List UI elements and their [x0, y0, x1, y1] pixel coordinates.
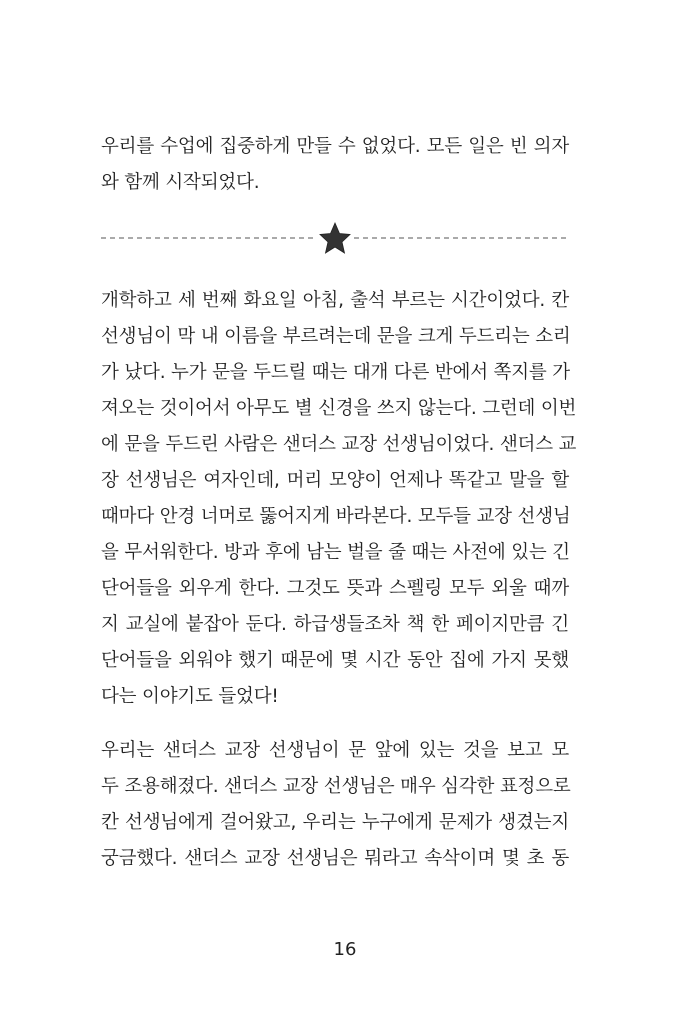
text-line: 다는 이야기도 들었다! — [101, 686, 279, 707]
text-line: 져오는 것이어서 아무도 별 신경을 쓰지 않는다. 그런데 이번 — [101, 398, 577, 419]
text-line: 궁금했다. 샌더스 교장 선생님은 뭐라고 속삭이며 몇 초 동 — [101, 848, 569, 869]
text-line: 단어들을 외우게 한다. 그것도 뜻과 스펠링 모두 외울 때까 — [101, 578, 569, 599]
text-line: 가 났다. 누가 문을 두드릴 때는 대개 다른 반에서 쪽지를 가 — [101, 362, 570, 383]
text-line: 우리를 수업에 집중하게 만들 수 없었다. 모든 일은 빈 의자 — [101, 136, 569, 157]
text-line: 단어들을 외워야 했기 때문에 몇 시간 동안 집에 가지 못했 — [101, 650, 569, 671]
text-line: 두 조용해졌다. 샌더스 교장 선생님은 매우 심각한 표정으로 — [101, 776, 571, 797]
text-line: 에 문을 두드린 사람은 샌더스 교장 선생님이었다. 샌더스 교 — [101, 434, 577, 455]
section-divider — [101, 220, 569, 256]
text-line: 선생님이 막 내 이름을 부르려는데 문을 크게 두드리는 소리 — [101, 326, 571, 347]
text-line: 을 무서워한다. 방과 후에 남는 벌을 줄 때는 사전에 있는 긴 — [101, 542, 570, 563]
text-line: 와 함께 시작되었다. — [101, 172, 260, 193]
text-line: 개학하고 세 번째 화요일 아침, 출석 부르는 시간이었다. 칸 — [101, 290, 569, 311]
text-line: 때마다 안경 너머로 뚫어지게 바라본다. 모두들 교장 선생님 — [101, 506, 571, 527]
text-line: 칸 선생님에게 걸어왔고, 우리는 누구에게 문제가 생겼는지 — [101, 812, 569, 833]
star-icon — [320, 223, 350, 253]
text-line: 우리는 샌더스 교장 선생님이 문 앞에 있는 것을 보고 모 — [101, 740, 569, 761]
text-line: 지 교실에 붙잡아 둔다. 하급생들조차 책 한 페이지만큼 긴 — [101, 614, 569, 635]
text-line: 장 선생님은 여자인데, 머리 모양이 언제나 똑같고 말을 할 — [101, 470, 569, 491]
page-number: 16 — [333, 939, 357, 960]
